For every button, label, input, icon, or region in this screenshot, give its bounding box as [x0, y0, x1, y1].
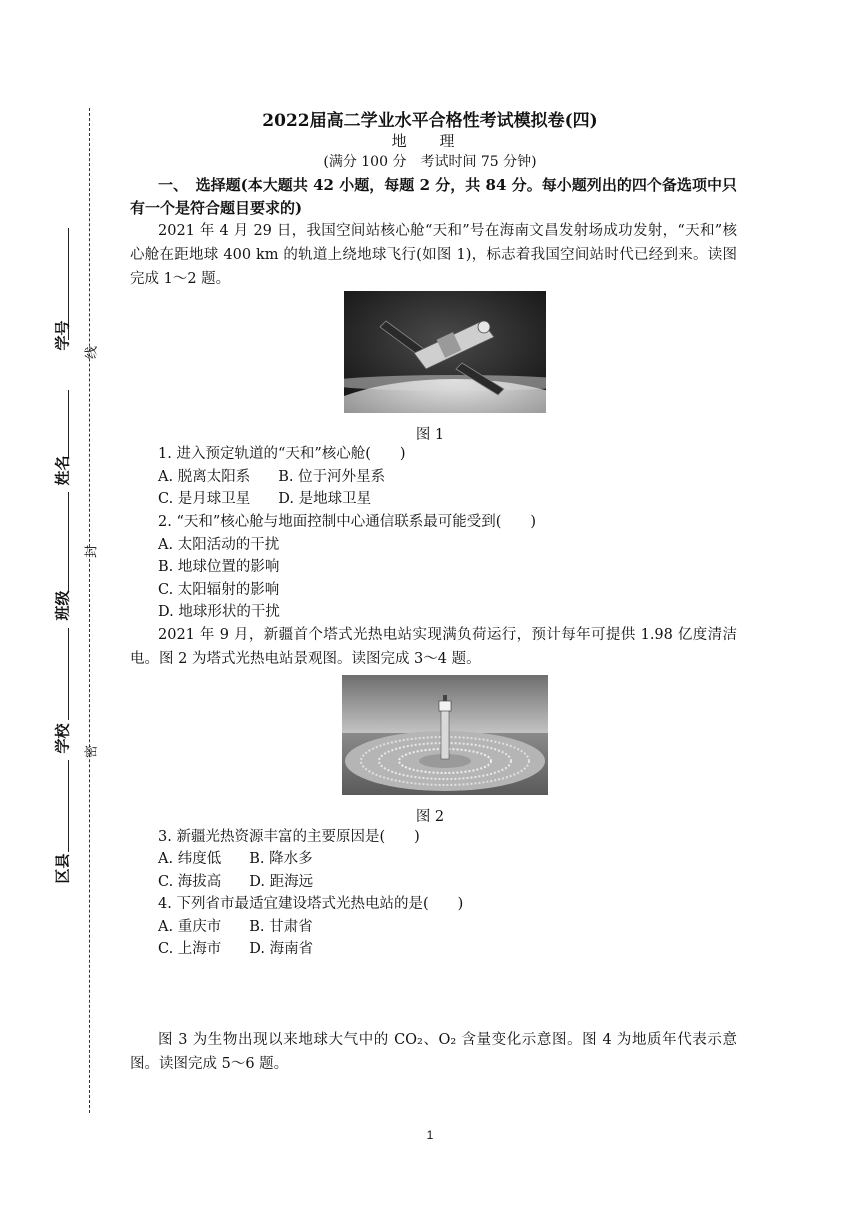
question-4-options-cd: [158, 938, 313, 960]
passage-2: 2021 年 9 月，新疆首个塔式光热电站实现满负荷运行，预计每年可提供 1.98 亿度清洁电。图 2 为塔式光热电站景观图。读图完成 3～4 题。: [130, 627, 737, 667]
q2-option-c: C. 太阳辐射的影响: [158, 582, 280, 598]
q2-option-d: D. 地球形状的干扰: [158, 604, 280, 620]
q3-option-b: B. 降水多: [249, 851, 313, 867]
class-school-line: [68, 628, 69, 720]
question-3-stem: 3. 新疆光热资源丰富的主要原因是( ): [158, 829, 420, 845]
question-4-stem: 4. 下列省市最适宜建设塔式光热电站的是( ): [158, 896, 464, 912]
passage-3: 图 3 为生物出现以来地球大气中的 CO₂、O₂ 含量变化示意图。图 4 为地质年代表示意图。读图完成 5～6 题。: [130, 1032, 737, 1072]
q2-option-b: B. 地球位置的影响: [158, 559, 280, 575]
seal-mark-mi: 密: [84, 745, 100, 759]
q3-option-a: A. 纬度低: [158, 851, 222, 867]
name-label: 姓名: [53, 455, 72, 486]
space-station-illustration: [344, 291, 546, 413]
question-2-stem: 2. “天和”核心舱与地面控制中心通信联系最可能受到( ): [158, 514, 537, 530]
school-label: 学校: [53, 723, 72, 754]
figure-1-caption: 图 1: [415, 427, 445, 443]
seal-mark-xian: 线: [84, 346, 100, 360]
q4-option-c: C. 上海市: [158, 941, 222, 957]
question-1-stem: 1. 进入预定轨道的“天和”核心舱( ): [158, 446, 406, 462]
page-number: 1: [426, 1128, 434, 1142]
q2-option-a: A. 太阳活动的干扰: [158, 537, 280, 553]
binding-dashed-line: [89, 108, 90, 1113]
question-1-options-cd: [158, 488, 371, 510]
figure-2-caption: 图 2: [415, 809, 445, 825]
q4-option-b: B. 甘肃省: [249, 919, 313, 935]
student-id-label: 学号: [53, 320, 72, 351]
section-heading: 一、 选择题(本大题共 42 小题，每题 2 分，共 84 分。每小题列出的四个备选项中只有一个是符合题目要求的): [130, 176, 737, 217]
q3-option-c: C. 海拔高: [158, 874, 222, 890]
passage-1: 2021 年 4 月 29 日，我国空间站核心舱“天和”号在海南文昌发射场成功发射，“天和”核心舱在距地球 400 km 的轨道上绕地球飞行(如图 1)，标志着我国空间站时代已经到来。读图完成 1～2 题。: [130, 223, 737, 287]
q1-option-b: B. 位于河外星系: [278, 469, 386, 485]
q4-option-a: A. 重庆市: [158, 919, 222, 935]
q1-option-d: D. 是地球卫星: [278, 491, 372, 507]
question-1-options-ab: [158, 466, 385, 488]
question-3-options-ab: [158, 848, 313, 870]
figure-2-image: [342, 675, 548, 795]
q1-option-a: A. 脱离太阳系: [158, 469, 251, 485]
q3-option-d: D. 距海远: [249, 874, 314, 890]
q4-option-d: D. 海南省: [249, 941, 314, 957]
district-label: 区县: [53, 853, 72, 884]
class-label: 班级: [53, 590, 72, 621]
question-3-options-cd: [158, 871, 313, 893]
q1-option-c: C. 是月球卫星: [158, 491, 251, 507]
subject-title: 地 理: [391, 132, 469, 150]
exam-title: 2022届高二学业水平合格性考试模拟卷(四): [262, 111, 598, 131]
question-4-options-ab: [158, 916, 313, 938]
figure-1-image: [344, 291, 546, 413]
solar-tower-illustration: [342, 675, 548, 795]
seal-mark-feng: 封: [84, 545, 100, 559]
exam-info: (满分 100 分 考试时间 75 分钟): [323, 154, 537, 170]
